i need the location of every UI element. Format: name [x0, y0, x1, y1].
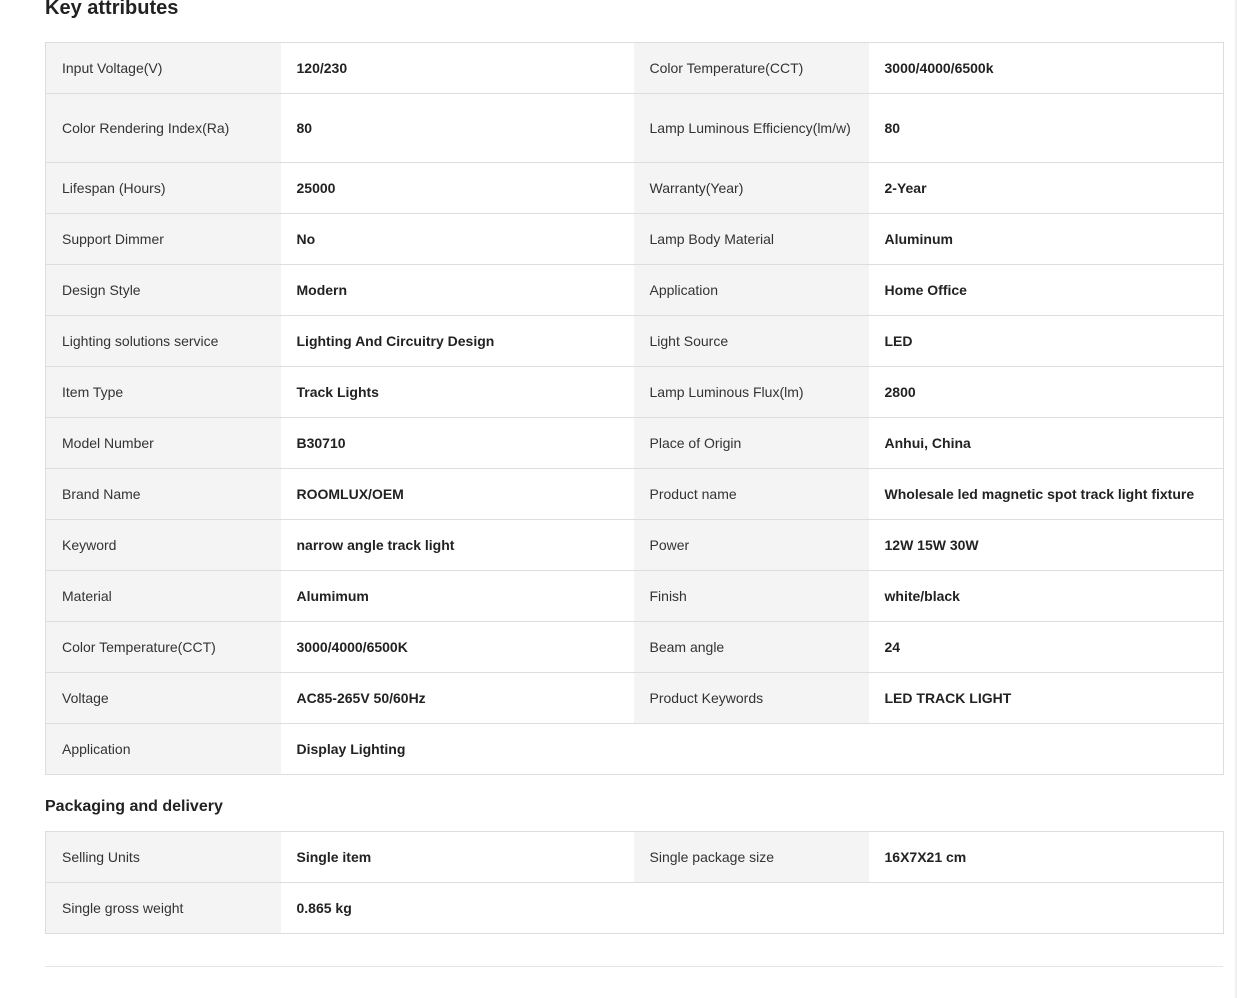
- key-attributes-heading: Key attributes: [45, 0, 179, 19]
- attribute-label: Lighting solutions service: [46, 316, 281, 367]
- attribute-value: 2-Year: [869, 163, 1224, 214]
- attribute-row: [46, 367, 1224, 418]
- attribute-row: [46, 520, 1224, 571]
- attribute-value: ROOMLUX/OEM: [281, 469, 634, 520]
- attribute-label: Lifespan (Hours): [46, 163, 281, 214]
- empty-cell: [634, 883, 1224, 934]
- attribute-value: Single item: [281, 832, 634, 883]
- attribute-row: [46, 316, 1224, 367]
- attribute-value: 12W 15W 30W: [869, 520, 1224, 571]
- attribute-label: Voltage: [46, 673, 281, 724]
- empty-cell: [634, 724, 1224, 775]
- attribute-value: B30710: [281, 418, 634, 469]
- section-divider: [45, 966, 1223, 967]
- attribute-row: [46, 94, 1224, 163]
- attribute-value: Display Lighting: [281, 724, 634, 775]
- attribute-label: Beam angle: [634, 622, 869, 673]
- attribute-value: 80: [869, 94, 1224, 163]
- attribute-label: Material: [46, 571, 281, 622]
- attribute-value: white/black: [869, 571, 1224, 622]
- attribute-value: 2800: [869, 367, 1224, 418]
- attribute-value: narrow angle track light: [281, 520, 634, 571]
- attribute-row: [46, 418, 1224, 469]
- attribute-label: Product Keywords: [634, 673, 869, 724]
- attribute-label: Item Type: [46, 367, 281, 418]
- attribute-label: Design Style: [46, 265, 281, 316]
- attribute-label: Selling Units: [46, 832, 281, 883]
- attribute-value: Alumimum: [281, 571, 634, 622]
- attribute-row: [46, 673, 1224, 724]
- attribute-value: Modern: [281, 265, 634, 316]
- attribute-value: 3000/4000/6500k: [869, 43, 1224, 94]
- attribute-label: Color Rendering Index(Ra): [46, 94, 281, 163]
- attribute-label: Lamp Luminous Efficiency(lm/w): [634, 94, 869, 163]
- attribute-label: Lamp Body Material: [634, 214, 869, 265]
- attribute-label: Model Number: [46, 418, 281, 469]
- attribute-row: [46, 214, 1224, 265]
- attribute-label: Place of Origin: [634, 418, 869, 469]
- key-attributes-table: [45, 42, 1224, 775]
- packaging-heading: Packaging and delivery: [45, 798, 223, 815]
- attribute-row: [46, 163, 1224, 214]
- attribute-label: Single package size: [634, 832, 869, 883]
- attribute-value: Aluminum: [869, 214, 1224, 265]
- attribute-label: Color Temperature(CCT): [46, 622, 281, 673]
- attribute-label: Application: [46, 724, 281, 775]
- attribute-value: No: [281, 214, 634, 265]
- attribute-value: 0.865 kg: [281, 883, 634, 934]
- attribute-row: [46, 571, 1224, 622]
- attribute-row: [46, 724, 1224, 775]
- attribute-label: Input Voltage(V): [46, 43, 281, 94]
- attribute-label: Brand Name: [46, 469, 281, 520]
- attribute-label: Warranty(Year): [634, 163, 869, 214]
- packaging-table: [45, 831, 1224, 934]
- attribute-value: 3000/4000/6500K: [281, 622, 634, 673]
- attribute-label: Keyword: [46, 520, 281, 571]
- attribute-value: 25000: [281, 163, 634, 214]
- attribute-label: Support Dimmer: [46, 214, 281, 265]
- attribute-value: Home Office: [869, 265, 1224, 316]
- attribute-label: Lamp Luminous Flux(lm): [634, 367, 869, 418]
- attribute-value: 16X7X21 cm: [869, 832, 1224, 883]
- attribute-row: [46, 43, 1224, 94]
- attribute-row: [46, 469, 1224, 520]
- attribute-value: LED: [869, 316, 1224, 367]
- attribute-row: [46, 832, 1224, 883]
- attribute-value: LED TRACK LIGHT: [869, 673, 1224, 724]
- attribute-value: AC85-265V 50/60Hz: [281, 673, 634, 724]
- attribute-label: Single gross weight: [46, 883, 281, 934]
- attribute-value: 80: [281, 94, 634, 163]
- attribute-value: Anhui, China: [869, 418, 1224, 469]
- attribute-value: Wholesale led magnetic spot track light fixture: [869, 469, 1224, 520]
- attribute-label: Power: [634, 520, 869, 571]
- attribute-value: Track Lights: [281, 367, 634, 418]
- attribute-row: [46, 883, 1224, 934]
- attribute-label: Finish: [634, 571, 869, 622]
- attribute-value: 120/230: [281, 43, 634, 94]
- attribute-label: Light Source: [634, 316, 869, 367]
- attribute-row: [46, 265, 1224, 316]
- attribute-row: [46, 622, 1224, 673]
- attribute-label: Product name: [634, 469, 869, 520]
- attribute-label: Application: [634, 265, 869, 316]
- attribute-label: Color Temperature(CCT): [634, 43, 869, 94]
- attribute-value: 24: [869, 622, 1224, 673]
- attribute-value: Lighting And Circuitry Design: [281, 316, 634, 367]
